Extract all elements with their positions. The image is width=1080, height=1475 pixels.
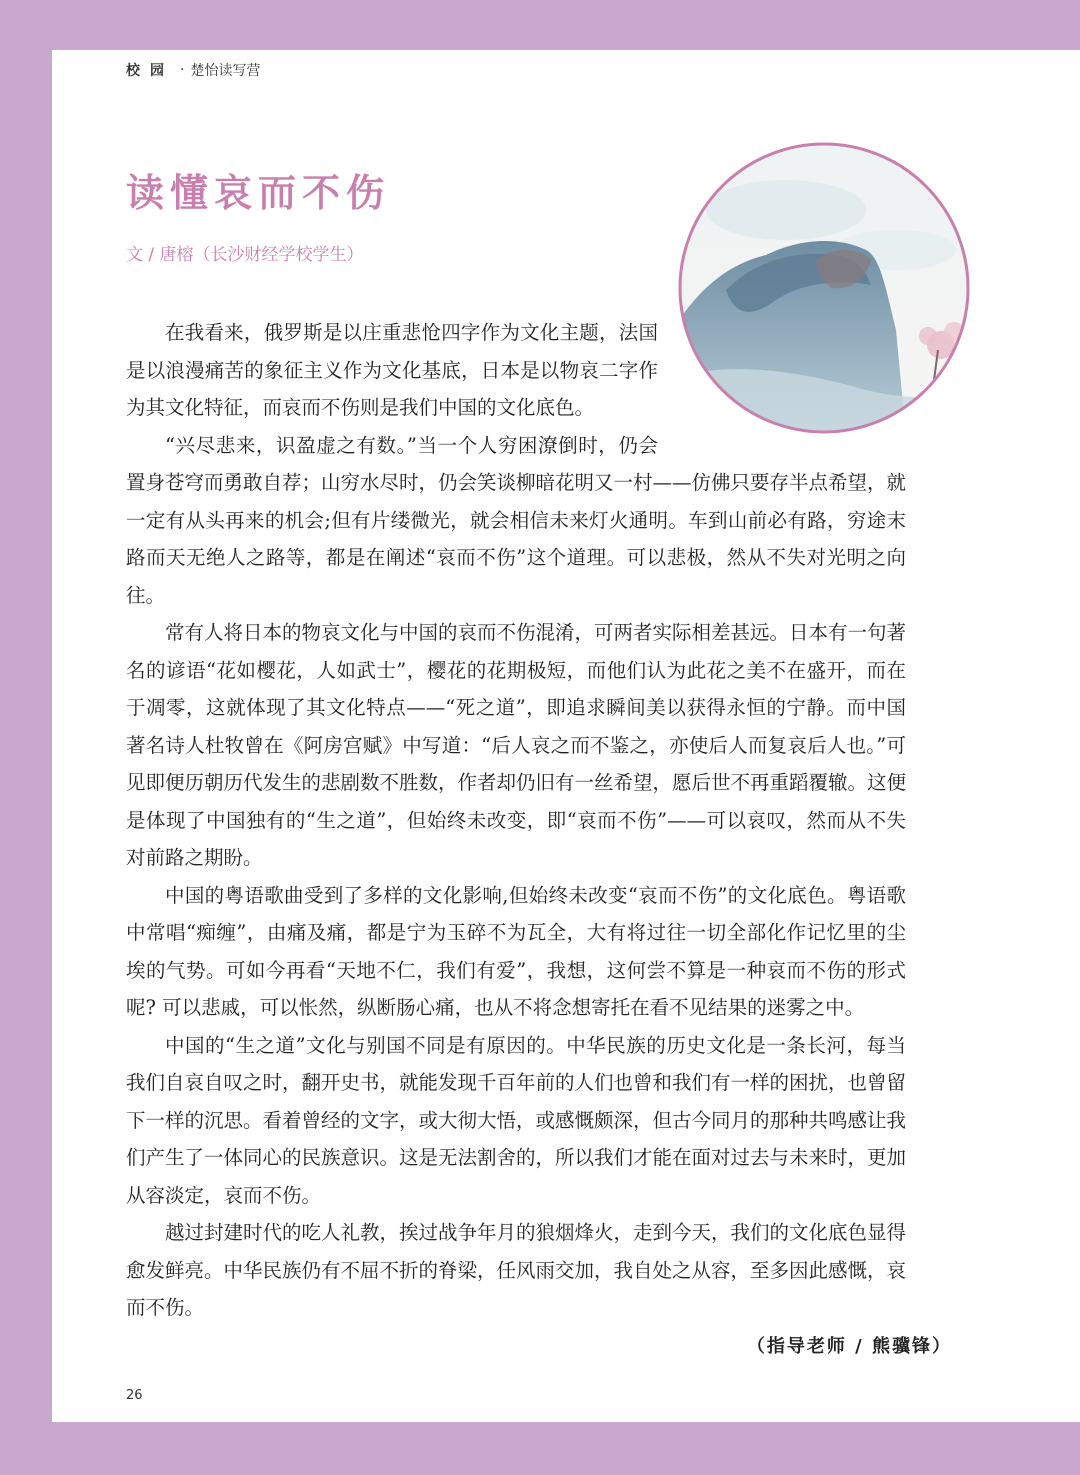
magazine-page [52,50,1080,1422]
paragraph-6: 越过封建时代的吃人礼教，挨过战争年月的狼烟烽火，走到今天，我们的文化底色显得愈发鲜亮。中华民族仍有不屈不折的脊梁，任风雨交加，我自处之从容，至多因此感慨，哀而不伤。 [126,1221,907,1319]
paragraph-5: 中国的“生之道”文化与别国不同是有原因的。中华民族的历史文化是一条长河，每当我们自哀自叹之时，翻开史书，就能发现千百年前的人们也曾和我们有一样的困扰，也曾留下一样的沉思。看着曾经的文字，或大彻大悟，或感慨颇深，但古今同月的那种共鸣感让我们产生了一体同心的民族意识。这是无法割舍的，所以我们才能在面对过去与未来时，更加从容淡定，哀而不伤。 [126,1033,907,1207]
advisor-credit: （指导老师 / 熊骥锋） [746,1336,952,1357]
running-header [126,60,260,80]
paragraph-2: “兴尽悲来，识盈虚之有数。”当一个人穷困潦倒时，仍会置身苍穹而勇敢自荐；山穷水尽时，仍会笑谈柳暗花明又一村——仿佛只要存半点希望，就一定有从头再来的机会;但有片缕微光，就会相信未来灯火通明。车到山前必有路，穷途末路而天无绝人之路等，都是在阐述“哀而不伤”这个道理。可以悲极，然从不失对光明之向往。 [126,433,907,607]
article-byline: 文 / 唐榕（长沙财经学校学生） [126,245,364,265]
header-separator: · [180,62,185,78]
section-name: 校园 [126,63,174,79]
article-title: 读懂哀而不伤 [126,170,391,215]
article-body [126,314,906,1327]
column-name: 楚怡读写营 [190,63,261,79]
paragraph-3: 常有人将日本的物哀文化与中国的哀而不伤混淆，可两者实际相差甚远。日本有一句著名的谚语“花如樱花，人如武士”，樱花的花期极短，而他们认为此花之美不在盛开，而在于凋零，这就体现了其文化特点——“死之道”，即追求瞬间美以获得永恒的宁静。而中国著名诗人杜牧曾在《阿房宫赋》中写道：“后人哀之而不鉴之，亦使后人而复哀后人也。”可见即便历朝历代发生的悲剧数不胜数，作者却仍旧有一丝希望，愿后世不再重蹈覆辙。这便是体现了中国独有的“生之道”，但始终未改变，即“哀而不伤”——可以哀叹，然而从不失对前路之期盼。 [126,621,907,869]
image-wrap-spacer [658,314,906,464]
paragraph-1: 在我看来，俄罗斯是以庄重悲怆四字作为文化主题，法国是以浪漫痛苦的象征主义作为文化基底，日本是以物哀二字作为其文化特征，而哀而不伤则是我们中国的文化底色。 [126,321,658,419]
page-number: 26 [126,1388,143,1403]
paragraph-4: 中国的粤语歌曲受到了多样的文化影响,但始终未改变“哀而不伤”的文化底色。粤语歌中常唱“痴缠”，由痛及痛，都是宁为玉碎不为瓦全，大有将过往一切全部化作记忆里的尘埃的气势。可如今再看“天地不仁，我们有爱”，我想，这何尝不算是一种哀而不伤的形式呢? 可以悲戚，可以怅然，纵断肠心痛，也从不将念想寄托在看不见结果的迷雾之中。 [126,883,906,1019]
